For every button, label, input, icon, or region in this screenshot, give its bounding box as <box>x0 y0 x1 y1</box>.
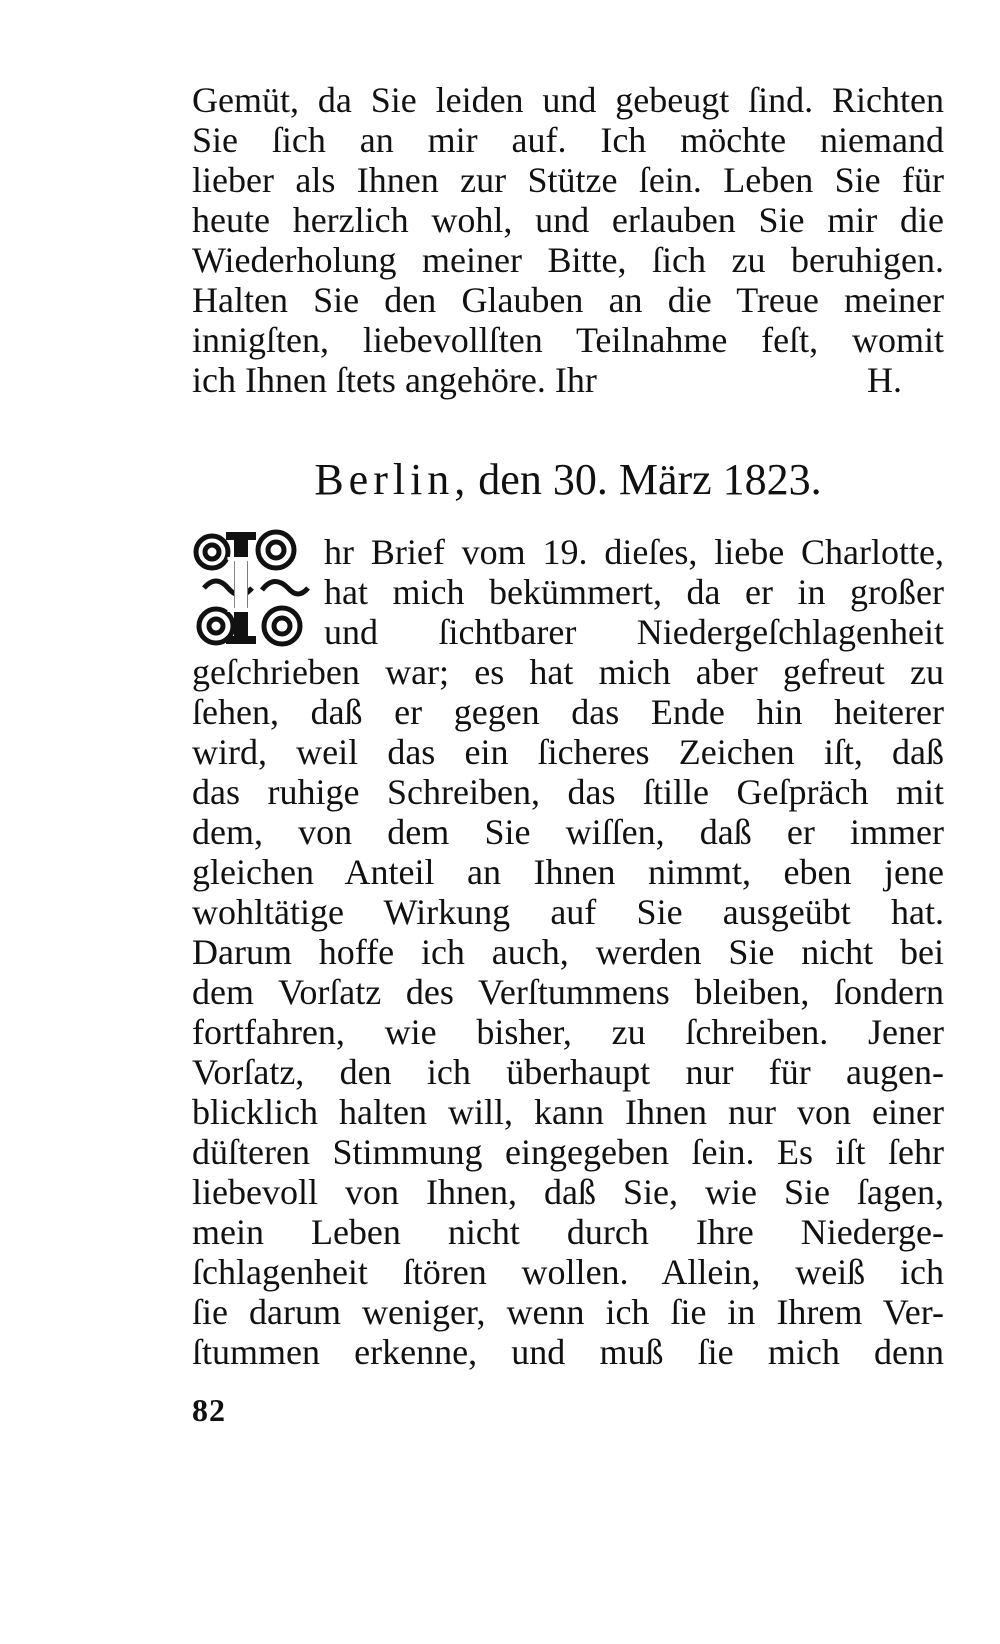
dateline <box>192 450 944 510</box>
text-line: das ruhige Schreiben, das ſtille Geſpräch mit <box>192 772 944 812</box>
text-line: dem, von dem Sie wiſſen, daß er immer <box>192 812 944 852</box>
text-line: ſtummen erkenne, und muß ſie mich denn <box>192 1332 944 1372</box>
text-line: hat mich bekümmert, da er in großer <box>324 572 944 612</box>
text-line: dem Vorſatz des Verſtummens bleiben, ſondern <box>192 972 944 1012</box>
text-line: Vorſatz, den ich überhaupt nur für augen- <box>192 1052 944 1092</box>
text-line: geſchrieben war; es hat mich aber gefreut zu <box>192 652 944 692</box>
letter-end-paragraph <box>192 80 944 400</box>
text-line: hr Brief vom 19. dieſes, liebe Charlotte, <box>324 532 944 572</box>
text-line: ſie darum weniger, wenn ich ſie in Ihrem Ver- <box>192 1292 944 1332</box>
text-line: wohltätige Wirkung auf Sie ausgeübt hat. <box>192 892 944 932</box>
closing-line <box>192 360 944 400</box>
text-line: fortfahren, wie bisher, zu ſchreiben. Jener <box>192 1012 944 1052</box>
initial-letter: I <box>224 538 258 631</box>
text-line: lieber als Ihnen zur Stütze ſein. Leben Sie für <box>192 160 944 200</box>
text-line: und ſichtbarer Niedergeſchlagenheit <box>324 612 944 652</box>
letter-start-paragraph <box>192 532 944 1372</box>
text-line: heute herzlich wohl, und erlauben Sie mir die <box>192 200 944 240</box>
text-line: gleichen Anteil an Ihnen nimmt, eben jene <box>192 852 944 892</box>
text-line: blicklich halten will, kann Ihnen nur von einer <box>192 1092 944 1132</box>
text-line: ſehen, daß er gegen das Ende hin heiterer <box>192 692 944 732</box>
text-line: mein Leben nicht durch Ihre Niederge- <box>192 1212 944 1252</box>
text-line: Sie ſich an mir auf. Ich möchte niemand <box>192 120 944 160</box>
dateline-date: den 30. März 1823. <box>478 455 822 504</box>
dateline-city: Berlin, <box>314 455 471 504</box>
text-line: düſteren Stimmung eingegeben ſein. Es iſt ſehr <box>192 1132 944 1172</box>
page-number: 82 <box>192 1392 226 1428</box>
signature: H. <box>867 360 902 400</box>
text-line: Halten Sie den Glauben an die Treue meiner <box>192 280 944 320</box>
text-line: Wiederholung meiner Bitte, ſich zu beruhigen. <box>192 240 944 280</box>
text-line: Darum hoffe ich auch, werden Sie nicht bei <box>192 932 944 972</box>
text-line: ſchlagenheit ſtören wollen. Allein, weiß ich <box>192 1252 944 1292</box>
text-line: innigſten, liebevollſten Teilnahme feſt, womit <box>192 320 944 360</box>
text-line: Gemüt, da Sie leiden und gebeugt ſind. Richten <box>192 80 944 120</box>
text-line: wird, weil das ein ſicheres Zeichen iſt, daß <box>192 732 944 772</box>
closing-text: ich Ihnen ſtets angehöre. Ihr <box>192 360 597 400</box>
text-line: liebevoll von Ihnen, daß Sie, wie Sie ſagen, <box>192 1172 944 1212</box>
